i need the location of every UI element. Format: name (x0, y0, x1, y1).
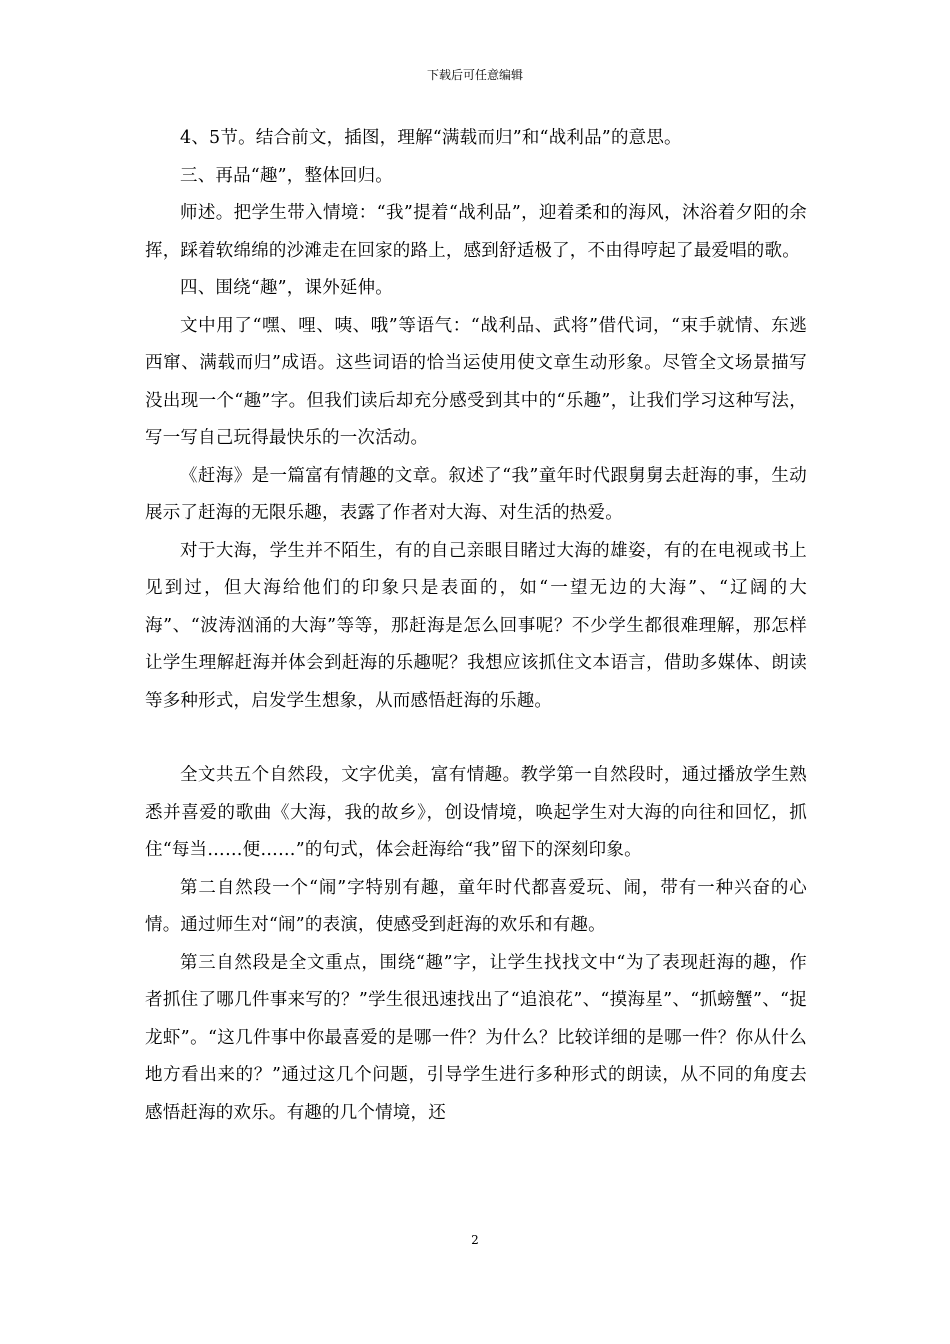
document-body (145, 120, 807, 1132)
page-header: 下载后可任意编辑 (426, 68, 523, 82)
paragraph: 第三自然段是全文重点，围绕“趣”字，让学生找找文中“为了表现赶海的趣，作者抓住了哪几件事来写的？”学生很迅速找出了“追浪花”、“摸海星”、“抓螃蟹”、“捉龙虾”。“这几件事中你最喜爱的是哪一件？为什么？比较详细的是哪一件？你从什么地方看出来的？”通过这几个问题，引导学生进行多种形式的朗读，从不同的角度去感悟赶海的欢乐。有趣的几个情境，还 (145, 952, 807, 1123)
paragraph: 师述。把学生带入情境：“我”提着“战利品”，迎着柔和的海风，沐浴着夕阳的余挥，踩着软绵绵的沙滩走在回家的路上，感到舒适极了，不由得哼起了最爱唱的歌。 (145, 203, 807, 261)
paragraph: 第二自然段一个“闹”字特别有趣，童年时代都喜爱玩、闹，带有一种兴奋的心情。通过师生对“闹”的表演，使感受到赶海的欢乐和有趣。 (145, 877, 807, 935)
paragraph: 4、5节。结合前文，插图，理解“满载而归”和“战利品”的意思。 (180, 128, 682, 148)
paragraph: 对于大海，学生并不陌生，有的自己亲眼目睹过大海的雄姿，有的在电视或书上见到过，但大海给他们的印象只是表面的，如“一望无边的大海”、“辽阔的大海”、“波涛汹涌的大海”等等，那赶海是怎么回事呢？不少学生都很难理解，那怎样让学生理解赶海并体会到赶海的乐趣呢？我想应该抓住文本语言，借助多媒体、朗读等多种形式，启发学生想象，从而感悟赶海的乐趣。 (145, 540, 807, 711)
paragraph: 文中用了“嘿、哩、咦、哦”等语气：“战利品、武将”借代词，“束手就情、东逃西窜、满载而归”成语。这些词语的恰当运使用使文章生动形象。尽管全文场景描写没出现一个“趣”字。但我们读后却充分感受到其中的“乐趣”，让我们学习这种写法，写一写自己玩得最快乐的一次活动。 (145, 315, 807, 448)
paragraph: 四、围绕“趣”，课外延伸。 (180, 278, 393, 298)
paragraph: 三、再品“趣”，整体回归。 (180, 165, 393, 186)
paragraph: 《赶海》是一篇富有情趣的文章。叙述了“我”童年时代跟舅舅去赶海的事，生动展示了赶海的无限乐趣，表露了作者对大海、对生活的热爱。 (145, 465, 807, 523)
paragraph: 全文共五个自然段，文字优美，富有情趣。教学第一自然段时，通过播放学生熟悉并喜爱的歌曲《大海，我的故乡》，创设情境，唤起学生对大海的向往和回忆，抓住“每当……便……”的句式，体会赶海给“我”留下的深刻印象。 (145, 765, 807, 860)
page-number: 2 (471, 1233, 479, 1247)
